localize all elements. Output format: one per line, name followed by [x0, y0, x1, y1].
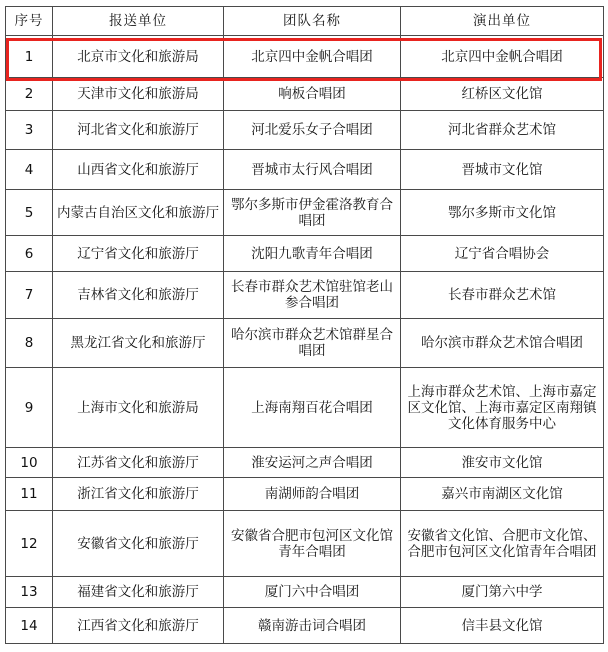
team-name-cell: 河北爱乐女子合唱团: [224, 111, 401, 150]
table-row: [6, 272, 604, 319]
table-row: [6, 478, 604, 511]
performing-unit-cell: 厦门第六中学: [401, 577, 604, 608]
header-team-name: 团队名称: [224, 7, 401, 36]
row-number: 6: [6, 236, 53, 272]
row-number: 11: [6, 478, 53, 511]
performing-unit-cell: 鄂尔多斯市文化馆: [401, 190, 604, 236]
row-number: 13: [6, 577, 53, 608]
row-number: 10: [6, 448, 53, 478]
row-number: 2: [6, 78, 53, 111]
performing-unit-cell: 信丰县文化馆: [401, 608, 604, 644]
table-row: [6, 319, 604, 368]
team-name-cell: 沈阳九歌青年合唱团: [224, 236, 401, 272]
performing-unit-cell: 长春市群众艺术馆: [401, 272, 604, 319]
performance-units-table: [5, 6, 604, 644]
row-number: 3: [6, 111, 53, 150]
row-number: 5: [6, 190, 53, 236]
submitting-unit-cell: 吉林省文化和旅游厅: [53, 272, 224, 319]
team-name-cell: 晋城市太行风合唱团: [224, 150, 401, 190]
table-row: [6, 111, 604, 150]
header-performing-unit: 演出单位: [401, 7, 604, 36]
table-row: [6, 577, 604, 608]
submitting-unit-cell: 浙江省文化和旅游厅: [53, 478, 224, 511]
table-row: [6, 511, 604, 577]
team-name-cell: 淮安运河之声合唱团: [224, 448, 401, 478]
team-name-cell: 南湖师韵合唱团: [224, 478, 401, 511]
performing-unit-cell: 晋城市文化馆: [401, 150, 604, 190]
performing-unit-cell: 辽宁省合唱协会: [401, 236, 604, 272]
team-name-cell: 北京四中金帆合唱团: [224, 36, 401, 78]
row-number: 12: [6, 511, 53, 577]
table-row: [6, 608, 604, 644]
team-name-cell: 上海南翔百花合唱团: [224, 368, 401, 448]
table-row: [6, 150, 604, 190]
submitting-unit-cell: 北京市文化和旅游局: [53, 36, 224, 78]
row-number: 14: [6, 608, 53, 644]
submitting-unit-cell: 安徽省文化和旅游厅: [53, 511, 224, 577]
performing-unit-cell: 上海市群众艺术馆、上海市嘉定区文化馆、上海市嘉定区南翔镇文化体育服务中心: [401, 368, 604, 448]
row-number: 7: [6, 272, 53, 319]
row-number: 1: [6, 36, 53, 78]
table-header: [6, 7, 604, 36]
submitting-unit-cell: 河北省文化和旅游厅: [53, 111, 224, 150]
row-number: 8: [6, 319, 53, 368]
document-table-container: [5, 6, 603, 644]
table-row: [6, 78, 604, 111]
submitting-unit-cell: 上海市文化和旅游局: [53, 368, 224, 448]
submitting-unit-cell: 江苏省文化和旅游厅: [53, 448, 224, 478]
header-row: [6, 7, 604, 36]
submitting-unit-cell: 内蒙古自治区文化和旅游厅: [53, 190, 224, 236]
header-submitting-unit: 报送单位: [53, 7, 224, 36]
team-name-cell: 赣南游击词合唱团: [224, 608, 401, 644]
table-row: [6, 368, 604, 448]
performing-unit-cell: 哈尔滨市群众艺术馆合唱团: [401, 319, 604, 368]
performing-unit-cell: 淮安市文化馆: [401, 448, 604, 478]
row-number: 9: [6, 368, 53, 448]
team-name-cell: 长春市群众艺术馆驻馆老山参合唱团: [224, 272, 401, 319]
submitting-unit-cell: 天津市文化和旅游局: [53, 78, 224, 111]
table-row: [6, 236, 604, 272]
submitting-unit-cell: 黑龙江省文化和旅游厅: [53, 319, 224, 368]
submitting-unit-cell: 山西省文化和旅游厅: [53, 150, 224, 190]
table-row: [6, 190, 604, 236]
team-name-cell: 哈尔滨市群众艺术馆群星合唱团: [224, 319, 401, 368]
submitting-unit-cell: 江西省文化和旅游厅: [53, 608, 224, 644]
performing-unit-cell: 安徽省文化馆、合肥市文化馆、合肥市包河区文化馆青年合唱团: [401, 511, 604, 577]
performing-unit-cell: 北京四中金帆合唱团: [401, 36, 604, 78]
team-name-cell: 鄂尔多斯市伊金霍洛教育合唱团: [224, 190, 401, 236]
team-name-cell: 厦门六中合唱团: [224, 577, 401, 608]
row-number: 4: [6, 150, 53, 190]
submitting-unit-cell: 辽宁省文化和旅游厅: [53, 236, 224, 272]
performing-unit-cell: 红桥区文化馆: [401, 78, 604, 111]
table-row: [6, 448, 604, 478]
table-body: [6, 36, 604, 644]
team-name-cell: 安徽省合肥市包河区文化馆青年合唱团: [224, 511, 401, 577]
performing-unit-cell: 河北省群众艺术馆: [401, 111, 604, 150]
submitting-unit-cell: 福建省文化和旅游厅: [53, 577, 224, 608]
header-number: 序号: [6, 7, 53, 36]
team-name-cell: 响板合唱团: [224, 78, 401, 111]
performing-unit-cell: 嘉兴市南湖区文化馆: [401, 478, 604, 511]
table-row: [6, 36, 604, 78]
